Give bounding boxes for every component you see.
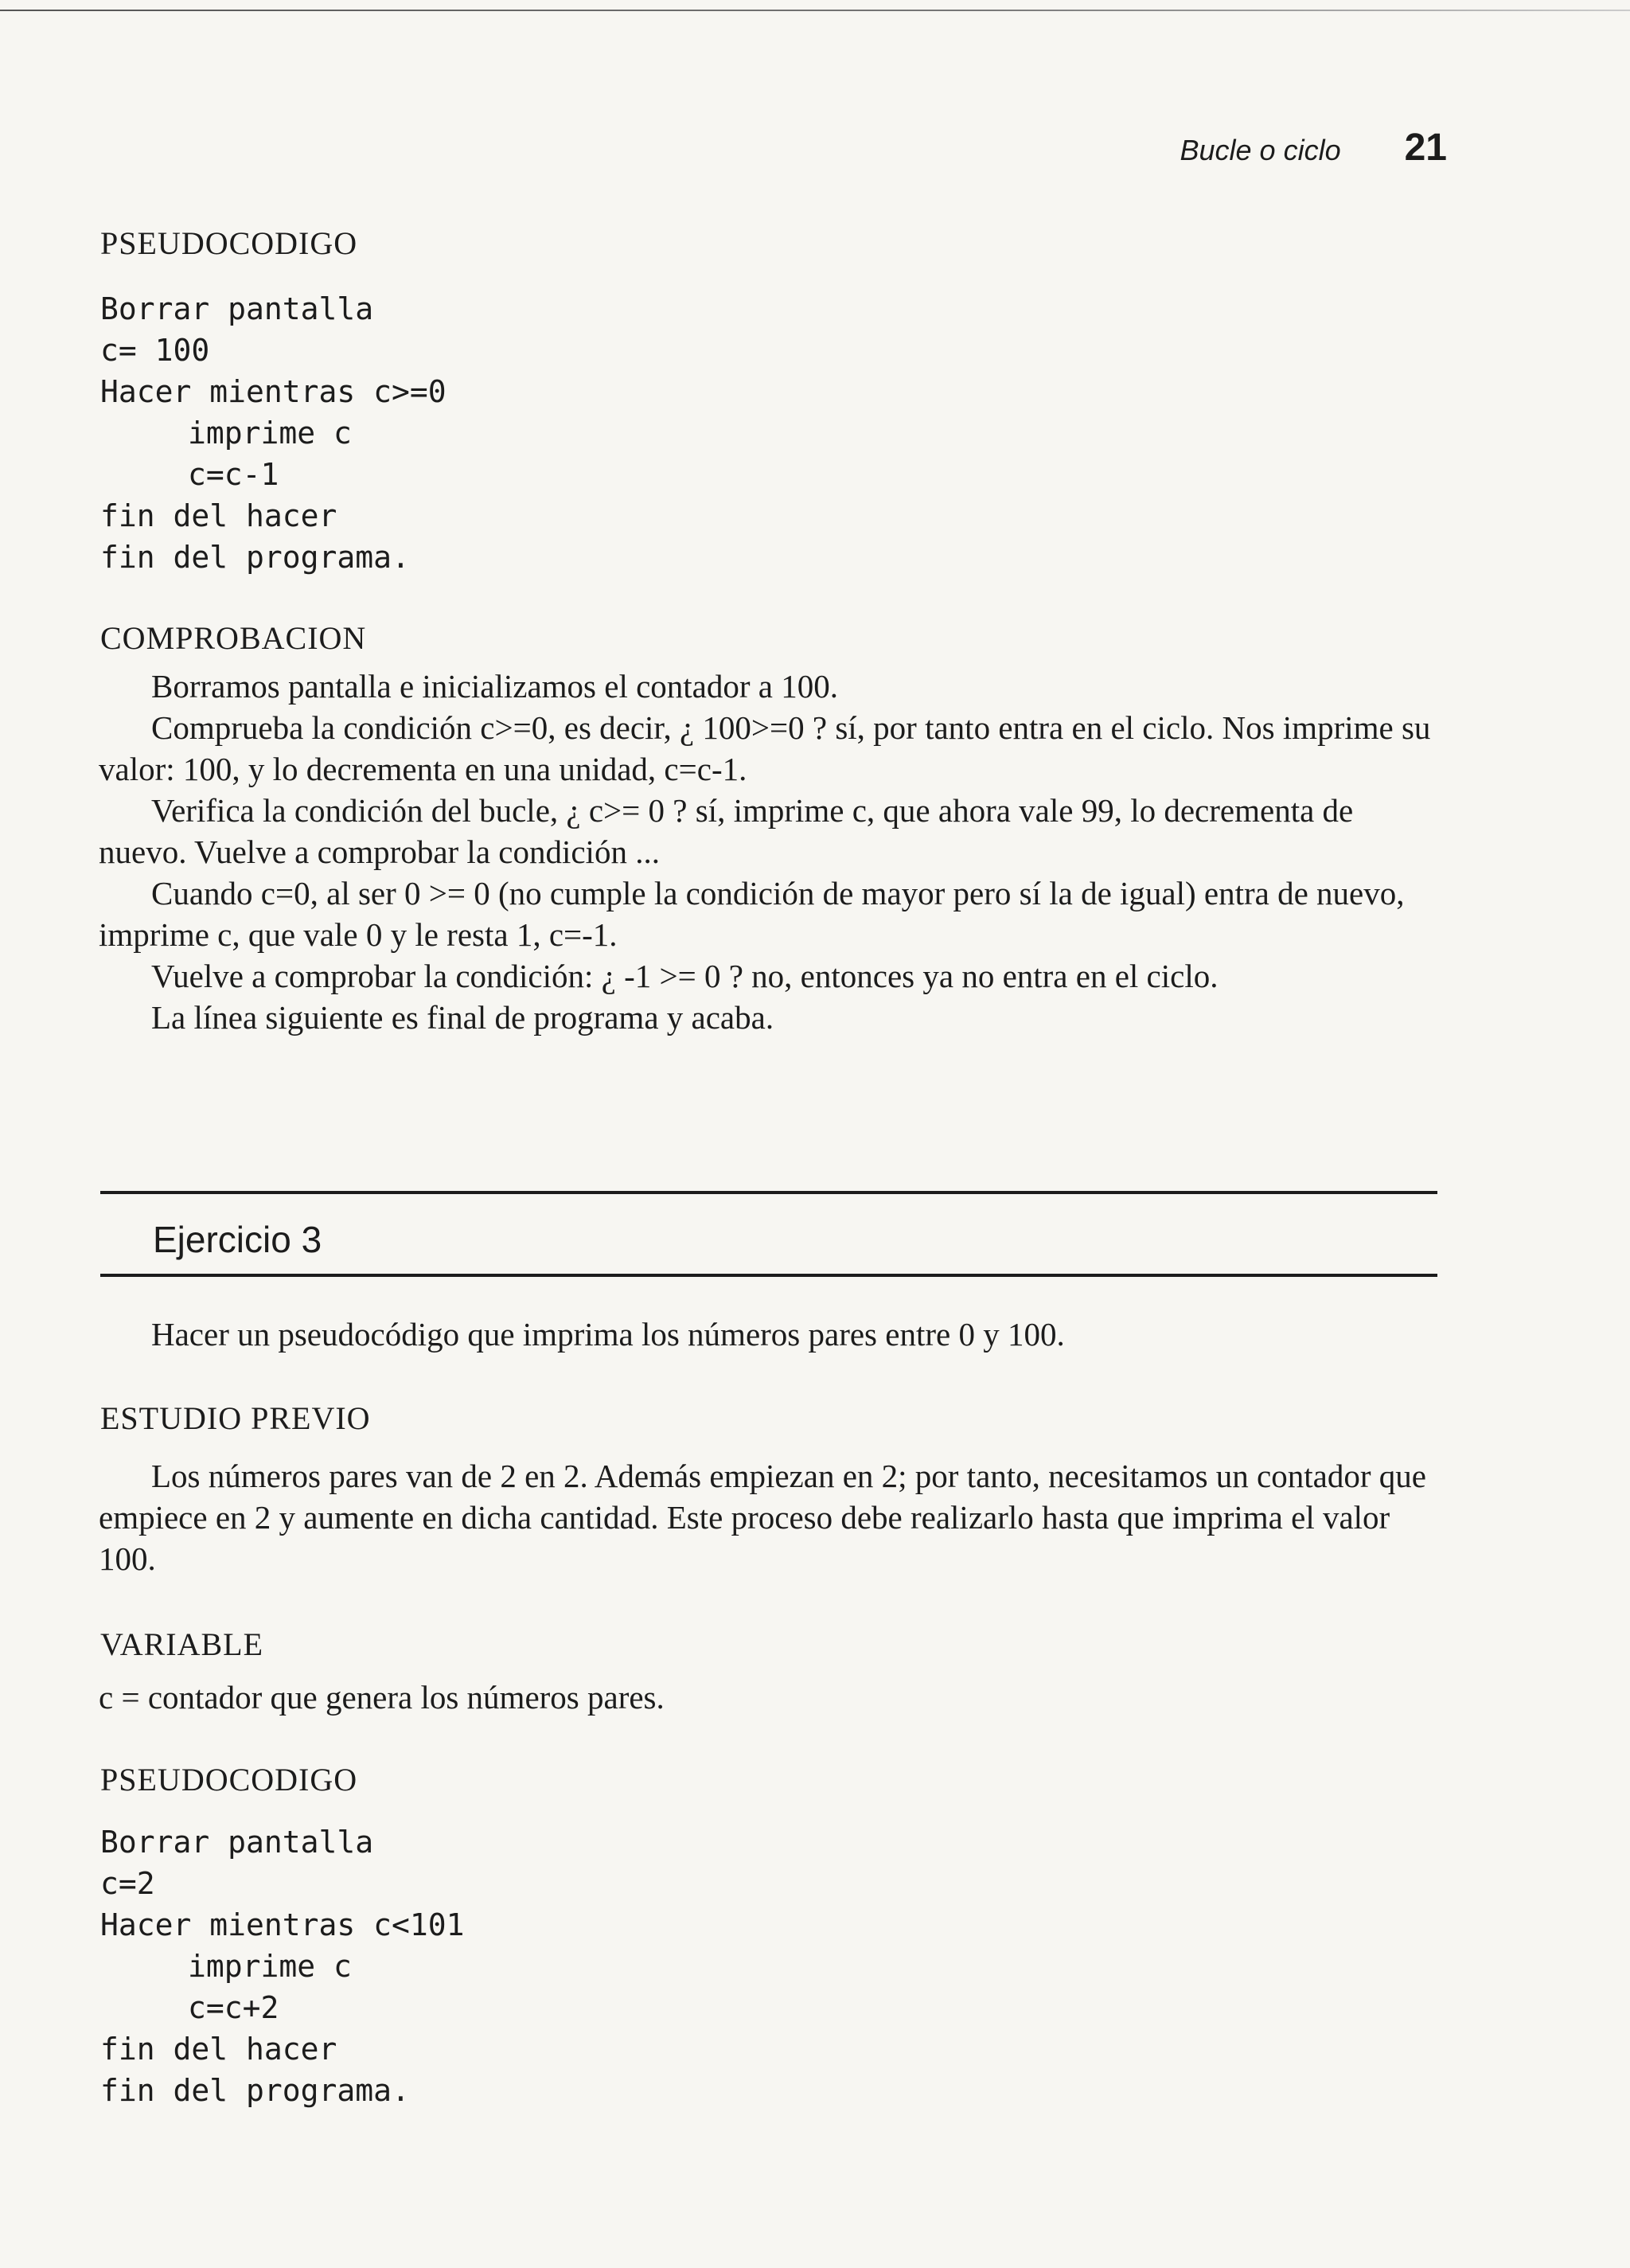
exercise-rule-top (100, 1191, 1437, 1194)
exercise-title: Ejercicio 3 (153, 1219, 322, 1260)
study-body (99, 1455, 1444, 1579)
statement-text: Hacer un pseudocódigo que imprima los números pares entre 0 y 100. (151, 1316, 1065, 1353)
top-page-rule (0, 10, 1630, 11)
pseudocode-heading-2: PSEUDOCODIGO (100, 1762, 358, 1798)
pseudocode-block-1 (100, 288, 446, 578)
code-line: fin del programa. (100, 540, 410, 575)
check-paragraph: Verifica la condición del bucle, ¿ c>= 0 ? sí, imprime c, que ahora vale 99, lo decrementa de nuevo. Vuelve a comprobar la condición ... (99, 792, 1354, 870)
exercise-rule-bottom (100, 1274, 1437, 1277)
code-line: Hacer mientras c>=0 (100, 374, 446, 409)
variable-body (99, 1677, 1444, 1718)
check-paragraph: Vuelve a comprobar la condición: ¿ -1 >= 0 ? no, entonces ya no entra en el ciclo. (151, 958, 1219, 994)
code-line: Hacer mientras c<101 (100, 1907, 465, 1942)
code-line: fin del hacer (100, 2032, 337, 2067)
code-line: Borrar pantalla (100, 291, 374, 326)
code-line: fin del programa. (100, 2073, 410, 2108)
code-line: c=c+2 (188, 1990, 279, 2025)
check-body (99, 666, 1444, 1038)
check-heading: COMPROBACION (100, 620, 367, 656)
check-paragraph: Comprueba la condición c>=0, es decir, ¿ 100>=0 ? sí, por tanto entra en el ciclo. Nos imprime su valor: 100, y lo decrementa en una unidad, c=c-1. (99, 709, 1431, 787)
code-line: c=2 (100, 1866, 155, 1901)
check-paragraph: Borramos pantalla e inicializamos el contador a 100. (151, 668, 838, 705)
check-paragraph: Cuando c=0, al ser 0 >= 0 (no cumple la condición de mayor pero sí la de igual) entra de nuevo, imprime c, que vale 0 y le resta 1, c=-1. (99, 875, 1405, 953)
study-text: Los números pares van de 2 en 2. Además empiezan en 2; por tanto, necesitamos un contador que empiece en 2 y aumente en dicha cantidad. Este proceso debe realizarlo hasta que imprima el valor 100. (99, 1458, 1426, 1577)
code-line: fin del hacer (100, 498, 337, 533)
study-heading: ESTUDIO PREVIO (100, 1400, 371, 1436)
code-line: c= 100 (100, 333, 210, 368)
page-number: 21 (1404, 127, 1447, 169)
code-line: Borrar pantalla (100, 1825, 374, 1860)
variable-text: c = contador que genera los números pares. (99, 1679, 665, 1716)
check-paragraph: La línea siguiente es final de programa y acaba. (151, 999, 774, 1036)
pseudocode-heading-1: PSEUDOCODIGO (100, 225, 358, 261)
running-header (1180, 126, 1448, 170)
variable-heading: VARIABLE (100, 1626, 264, 1662)
code-line: c=c-1 (188, 457, 279, 492)
code-line: imprime c (188, 1949, 352, 1984)
code-line: imprime c (188, 416, 352, 451)
pseudocode-block-2 (100, 1821, 465, 2111)
exercise-statement (99, 1314, 1444, 1355)
running-title: Bucle o ciclo (1180, 134, 1341, 166)
